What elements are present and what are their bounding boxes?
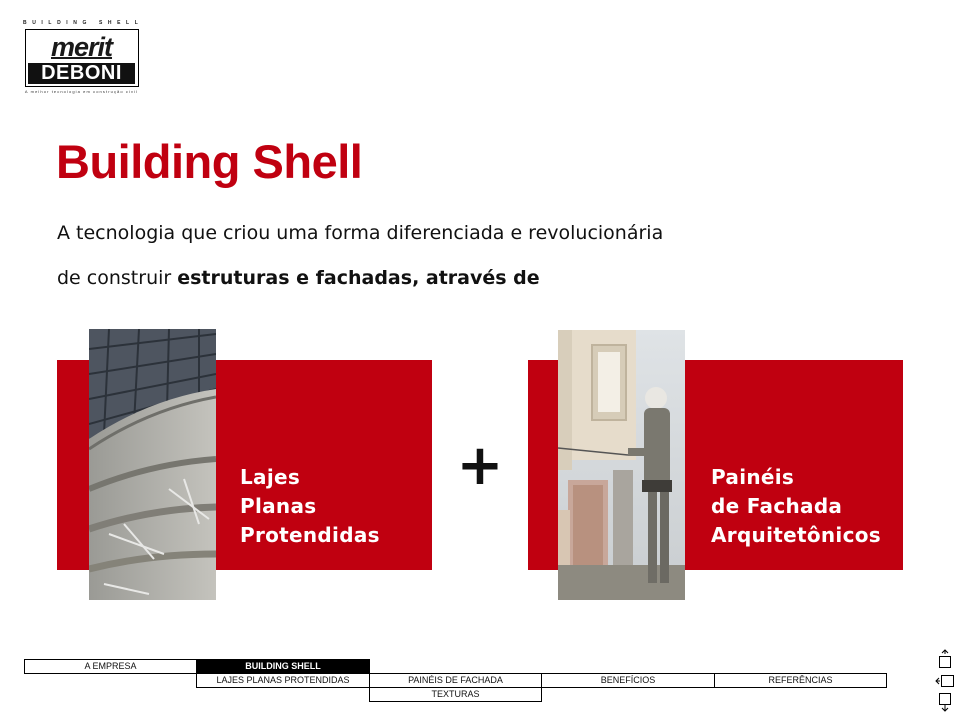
facade-worker-photo-image [558,330,685,600]
slab-structure-photo [89,329,216,600]
slab-structure-photo-image [89,329,216,600]
nav-lajes-planas-protendidas[interactable]: LAJES PLANAS PROTENDIDAS [196,673,370,688]
card-lajes-line: Lajes [240,465,301,489]
next-icon[interactable] [935,693,955,713]
card-paineis-line: Painéis [711,465,795,489]
card-paineis-line: Arquitetônicos [711,523,881,547]
merit-deboni-logo [23,20,144,96]
nav-paineis-de-fachada[interactable]: PAINÉIS DE FACHADA [369,673,542,688]
card-lajes-line: Protendidas [240,523,380,547]
card-lajes-line: Planas [240,494,317,518]
page-title: Building Shell [56,135,363,188]
logo-brand-deboni: DEBONI [28,63,135,84]
nav-building-shell[interactable]: BUILDING SHELL [196,659,370,674]
plus-sign: + [456,433,504,498]
subtitle-line-1: A tecnologia que criou uma forma diferenciada e revolucionária [57,222,664,244]
subtitle-line-2-bold: estruturas e fachadas, através de [177,267,540,289]
card-paineis-line: de Fachada [711,494,843,518]
subtitle-line-2 [57,266,540,290]
card-paineis-label [711,463,881,550]
nav-beneficios[interactable]: BENEFÍCIOS [541,673,715,688]
nav-a-empresa[interactable]: A EMPRESA [24,659,197,674]
logo-top-text: BUILDING SHELL [23,20,144,26]
facade-worker-photo [558,330,685,600]
logo-brand-merit: merit [50,32,113,62]
logo-box [25,29,139,87]
nav-texturas[interactable]: TEXTURAS [369,687,542,702]
subtitle-line-2-prefix: de construir [57,267,178,289]
back-icon[interactable] [935,672,955,692]
card-lajes-label [240,463,380,550]
logo-tagline: A melhor tecnologia em construção civil [24,89,139,94]
nav-referencias[interactable]: REFERÊNCIAS [714,673,887,688]
home-icon[interactable] [935,649,955,669]
